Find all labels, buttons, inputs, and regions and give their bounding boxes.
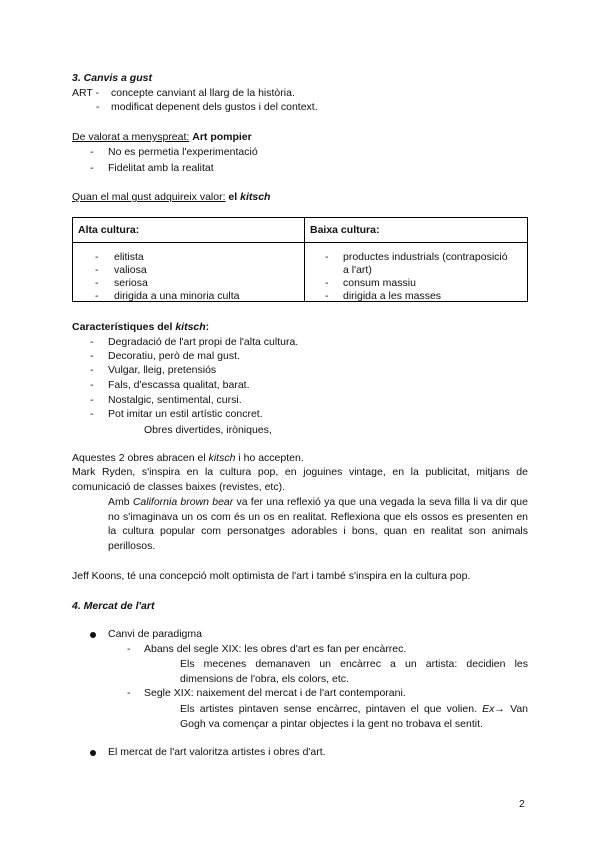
characteristics-heading-suffix: : xyxy=(205,321,210,333)
pompier-term: Art pompier xyxy=(192,131,252,143)
kitsch-el: el xyxy=(228,191,238,203)
sub-xix-detail-ex: Ex→ xyxy=(482,703,505,715)
low-culture-item: consum massiu xyxy=(343,277,416,289)
dash-marker: - xyxy=(90,350,94,362)
high-culture-item: dirigida a una minoria culta xyxy=(114,290,240,302)
examples-intro xyxy=(72,452,304,465)
sub-xix-detail-a: Els artistes pintaven sense encàrrec, pintaven el que volien. xyxy=(180,703,477,715)
ryden-detail-a: Amb xyxy=(108,496,130,508)
kitsch-prefix: Quan el mal gust adquireix valor: xyxy=(72,191,226,203)
dash-marker: - xyxy=(325,251,329,263)
art-definition-2: modificat depenent dels gustos i del context. xyxy=(111,101,318,113)
section-4-heading: 4. Mercat de l'art xyxy=(72,600,155,612)
high-culture-item: seriosa xyxy=(114,277,148,289)
culture-comparison-table xyxy=(72,217,528,302)
dash-marker: - xyxy=(90,364,94,376)
dash-marker: - xyxy=(325,290,329,302)
bullet-marker xyxy=(90,750,96,756)
dash-marker: - xyxy=(90,336,94,348)
dash-marker: - xyxy=(90,408,94,420)
high-culture-item: valiosa xyxy=(114,264,147,276)
ryden-paragraph: Mark Ryden, s'inspira en la cultura pop, en joguines vintage, en la publicitat, mitjans de comunicació de classes baixes (revistes, etc). xyxy=(72,466,528,493)
koons-paragraph: Jeff Koons, té una concepció molt optimista de l'art i també s'inspira en la cultura pop. xyxy=(72,570,471,582)
low-culture-item: productes industrials (contraposició xyxy=(343,251,508,263)
kitsch-word: kitsch xyxy=(240,191,271,203)
sub-xix: Segle XIX: naixement del mercat i de l'art contemporani. xyxy=(144,687,406,699)
characteristic-item: Pot imitar un estil artístic concret. xyxy=(108,408,263,420)
examples-intro-b: i ho accepten. xyxy=(238,452,304,464)
characteristics-heading-word: kitsch xyxy=(175,321,206,333)
bullet-paradigm: Canvi de paradigma xyxy=(108,628,202,640)
characteristic-item: Nostalgic, sentimental, cursi. xyxy=(108,394,242,406)
pompier-line xyxy=(72,131,252,144)
bullet-marker xyxy=(90,632,96,638)
pompier-prefix: De valorat a menyspreat: xyxy=(72,131,190,143)
dash-marker: - xyxy=(127,643,131,655)
characteristic-item: Fals, d'escassa qualitat, barat. xyxy=(108,379,250,391)
characteristic-item: Vulgar, lleig, pretensiós xyxy=(108,364,217,376)
dash-marker: - xyxy=(95,264,99,276)
pompier-item: Fidelitat amb la realitat xyxy=(108,162,214,174)
high-culture-header: Alta cultura: xyxy=(73,218,305,243)
characteristics-heading xyxy=(72,321,209,334)
low-culture-header: Baixa cultura: xyxy=(305,218,528,243)
sub-before-xix-detail: Els mecenes demanaven un encàrrec a un artista: decidien les dimensions de l'obra, els colors, etc. xyxy=(180,658,528,685)
section-3-heading: 3. Canvis a gust xyxy=(72,72,152,84)
sub-xix-detail-b: Van Gogh va començar a pintar objectes i la gent no trobava el sentit. xyxy=(180,703,528,730)
dash-marker: - xyxy=(95,251,99,263)
characteristic-extra: Obres divertides, iròniques, xyxy=(144,424,272,436)
dash-marker: - xyxy=(90,379,94,391)
pompier-item: No es permetia l'experimentació xyxy=(108,146,258,158)
characteristic-item: Degradació de l'art propi de l'alta cultura. xyxy=(108,336,299,348)
dash-marker: - xyxy=(90,394,94,406)
ryden-detail-b: va fer una reflexió ya que una vegada la seva filla li va dir que no s'imaginava un os com és un os en realitat. Reflexiona que els ossos es presenten en la cultura popular com personatges adorables i bons, quan en realitat son animals perillosos. xyxy=(108,496,528,552)
sub-before-xix: Abans del segle XIX: les obres d'art es fan per encàrrec. xyxy=(144,643,407,655)
art-definition-1: concepte canviant al llarg de la història. xyxy=(111,87,295,99)
dash-marker: - xyxy=(90,146,94,158)
dash-marker: - xyxy=(90,162,94,174)
dash-marker: - xyxy=(96,101,100,113)
examples-intro-a: Aquestes 2 obres abracen el xyxy=(72,452,206,464)
art-label: ART - xyxy=(72,87,100,99)
dash-marker: - xyxy=(325,277,329,289)
characteristic-item: Decoratiu, però de mal gust. xyxy=(108,350,240,362)
low-culture-item: a l'art) xyxy=(343,264,372,276)
high-culture-cell xyxy=(73,243,305,302)
characteristics-heading-prefix: Característiques del xyxy=(72,321,173,333)
high-culture-item: elitista xyxy=(114,251,144,263)
sub-xix-detail xyxy=(180,702,528,731)
examples-intro-kitsch: kitsch xyxy=(208,452,236,464)
dash-marker: - xyxy=(95,290,99,302)
dash-marker: - xyxy=(95,277,99,289)
page-number: 2 xyxy=(519,798,525,810)
ryden-detail-paragraph xyxy=(108,495,528,553)
kitsch-line xyxy=(72,191,270,204)
bullet-market-value: El mercat de l'art valoritza artistes i obres d'art. xyxy=(108,746,326,758)
ryden-artwork-title: California brown bear xyxy=(132,496,234,508)
low-culture-item: dirigida a les masses xyxy=(343,290,442,302)
low-culture-cell xyxy=(305,243,528,302)
dash-marker: - xyxy=(127,687,131,699)
